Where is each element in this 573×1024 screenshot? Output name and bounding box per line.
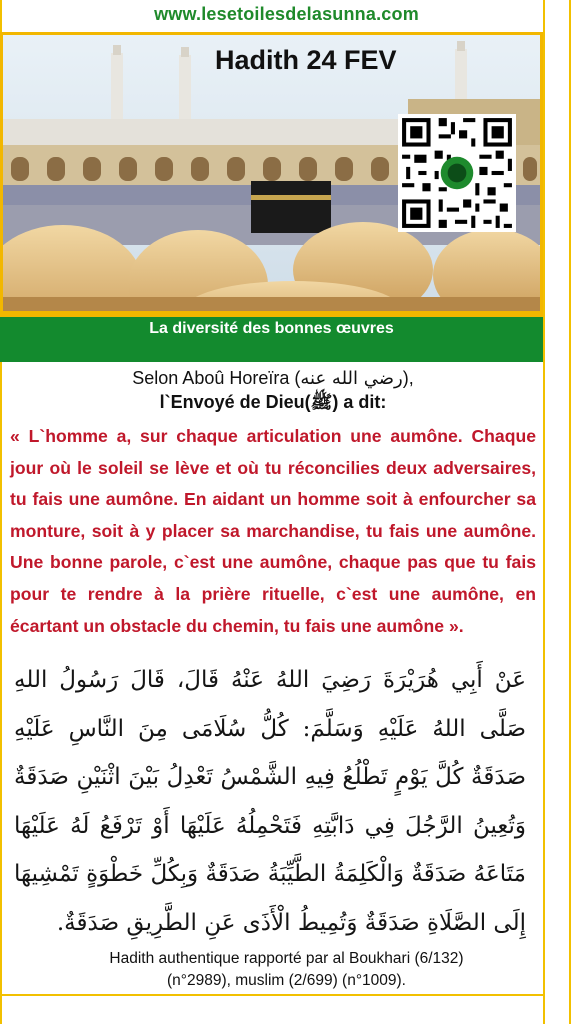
- salutation-symbol: ﷺ: [310, 392, 333, 413]
- banner-title: La diversité des bonnes œuvres: [149, 320, 394, 337]
- right-side-border: [543, 0, 571, 1024]
- page-title: Hadith 24 FEV: [215, 45, 397, 75]
- site-url[interactable]: www.lesetoilesdelasunna.com: [154, 4, 419, 24]
- hadith-arabic: عَنْ أَبِي هُرَيْرَةَ رَضِيَ اللهُ عَنْهُ قَالَ، قَالَ رَسُولُ اللهِ صَلَّى اللهُ عَلَيْهِ وَسَلَّمَ: كُلُّ سُلَامَى مِنَ النَّاسِ عَلَيْهِ صَدَقَةٌ كُلَّ يَوْمٍ تَطْلُعُ فِيهِ الشَّمْسُ تَعْدِلُ بَيْنَ اثْنَيْنِ صَدَقَةٌ وَتُعِينُ الرَّجُلَ فِي دَابَّتِهِ فَتَحْمِلُهُ عَلَيْهَا أَوْ تَرْفَعُ لَهُ عَلَيْهَا مَتَاعَهُ صَدَقَةٌ وَالْكَلِمَةُ الطَّيِّبَةُ صَدَقَةٌ وَبِكُلِّ خَطْوَةٍ تَمْشِيهَا إِلَى الصَّلَاةِ صَدَقَةٌ وَتُمِيطُ الْأَذَى عَنِ الطَّرِيقِ صَدَقَةٌ.: [14, 667, 526, 936]
- reference-line-2: (n°2989), muslim (2/699) (n°1009).: [167, 972, 406, 989]
- narrator-suffix: ),: [402, 368, 414, 388]
- hadith-text-block: [10, 368, 536, 642]
- banner: [0, 314, 543, 362]
- qr-code[interactable]: [398, 114, 516, 232]
- messenger-suffix: ) a dit:: [332, 392, 387, 412]
- narrator-arabic: رضي الله عنه: [300, 368, 403, 389]
- narrator-prefix: Selon Aboû Horeïra (: [132, 368, 301, 388]
- messenger-line: [10, 391, 536, 417]
- bottom-border: [0, 994, 543, 996]
- reference-line-1: Hadith authentique rapporté par al Boukhari (6/132): [109, 950, 464, 967]
- messenger-prefix: l`Envoyé de Dieu(: [159, 392, 311, 412]
- hadith-french: « L`homme a, sur chaque articulation une aumône. Chaque jour où le soleil se lève et où tu réconcilies deux adversaires, tu fais une aumône. En aidant un homme soit à enfourcher sa monture, soit à y placer sa marchandise, tu fais une aumône. Une bonne parole, c`est une aumône, chaque pas que tu fais pour te rendre à la prière rituelle, c`est une aumône, en écartant un obstacle du chemin, tu fais une aumône ».: [10, 426, 536, 636]
- reference: [0, 948, 573, 992]
- narrator-line: [10, 368, 536, 389]
